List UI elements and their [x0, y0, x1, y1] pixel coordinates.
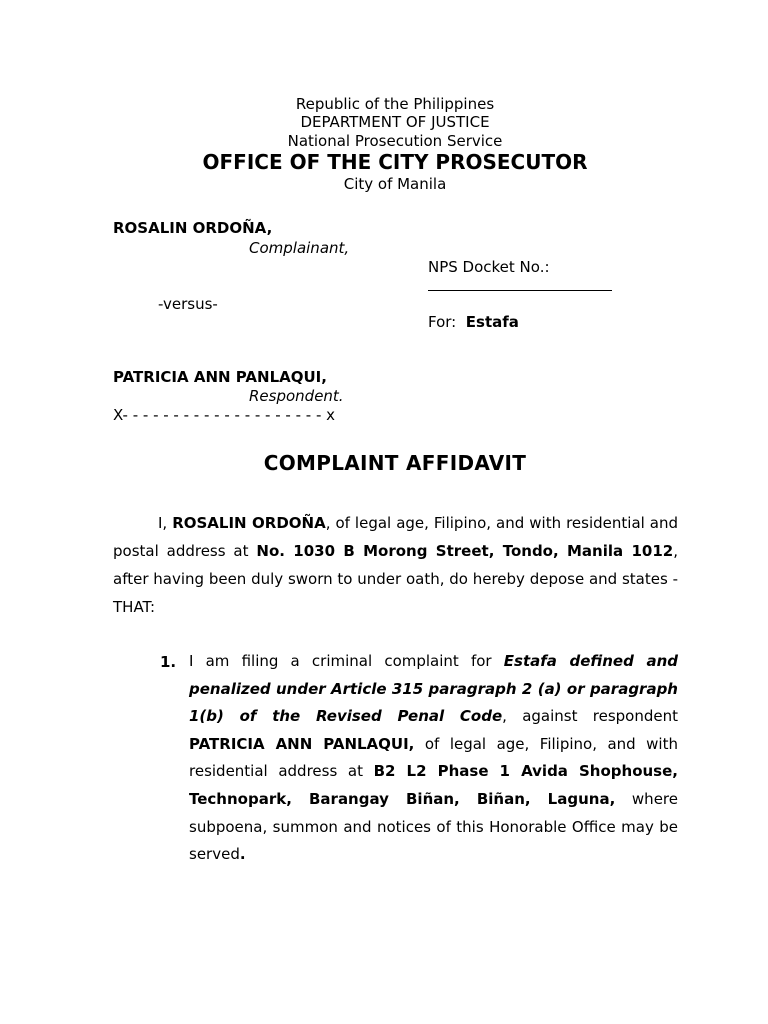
item-1-address: B2 L2 Phase 1 Avida Shophouse, Technopark, Barangay Biñan, Biñan, Laguna, — [189, 762, 678, 808]
docket-blank-line — [428, 290, 612, 291]
respondent-name: PATRICIA ANN PANLAQUI, — [113, 368, 327, 386]
item-1-end: . — [239, 845, 246, 864]
respondent-role: Respondent. — [249, 387, 344, 405]
header-republic: Republic of the Philippines — [295, 95, 495, 113]
document-title: COMPLAINT AFFIDAVIT — [263, 451, 527, 475]
for-label: For: — [428, 313, 457, 331]
item-1-text-2: , against respondent — [502, 707, 678, 726]
caption-divider: X- - - - - - - - - - - - - - - - - - - - x — [113, 406, 336, 424]
header-department: DEPARTMENT OF JUSTICE — [300, 113, 490, 131]
complainant-role: Complainant, — [249, 239, 350, 257]
intro-paragraph — [113, 509, 678, 621]
item-1-text-1: I am filing a criminal complaint for — [189, 652, 504, 670]
for-value: Estafa — [465, 313, 519, 331]
item-1-text-4: where subpoena, summon and notices of this Honorable Office may be served — [189, 789, 678, 864]
header-service: National Prosecution Service — [287, 132, 503, 150]
for-line — [428, 313, 519, 332]
docket-label: NPS Docket No.: — [428, 258, 550, 276]
header-city: City of Manila — [343, 175, 447, 193]
intro-text-3: , after having been duly sworn to under oath, do hereby depose and states - THAT: — [113, 542, 679, 616]
item-number: 1. — [160, 653, 177, 671]
item-1-respondent: PATRICIA ANN PANLAQUI, — [189, 734, 415, 753]
complainant-name: ROSALIN ORDOÑA, — [113, 219, 273, 237]
affiant-address: No. 1030 B Morong Street, Tondo, Manila 1012 — [256, 542, 674, 560]
intro-text-2: , of legal age, Filipino, and with residential and postal address at — [113, 514, 679, 560]
item-1-text — [189, 648, 678, 869]
versus-label: -versus- — [158, 295, 218, 313]
item-1-charge: Estafa defined and penalized under Article 315 paragraph 2 (a) or paragraph 1(b) of the Revised Penal Code — [189, 652, 678, 726]
item-1-text-3: of legal age, Filipino, and with residential address at — [189, 734, 678, 781]
header-office: OFFICE OF THE CITY PROSECUTOR — [202, 150, 588, 174]
affiant-name: ROSALIN ORDOÑA — [172, 514, 326, 532]
intro-text-1: I, — [158, 514, 173, 532]
